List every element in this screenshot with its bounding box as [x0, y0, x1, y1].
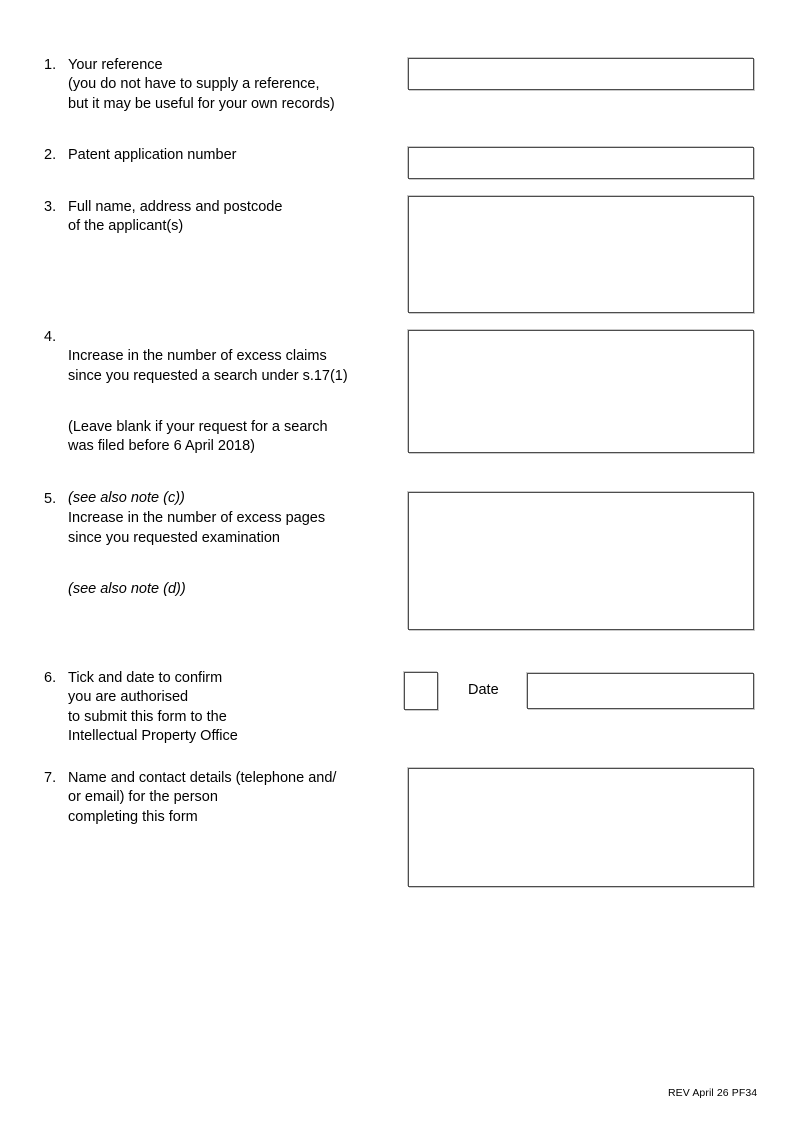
form-item-7-label	[44, 769, 394, 827]
item-text	[68, 56, 335, 114]
date-label: Date	[468, 682, 499, 698]
item-note: (see also note (d))	[68, 581, 186, 598]
excess-pages-increase-input[interactable]	[408, 492, 754, 630]
item-text	[68, 198, 282, 237]
item-paragraph: Your reference (you do not have to supply a reference, but it may be useful for your own records)	[68, 57, 335, 112]
item-paragraph: Increase in the number of excess claims since you requested a search under s.17(1)	[68, 348, 348, 384]
item-paragraph: (Leave blank if your request for a search was filed before 6 April 2018)	[68, 419, 328, 455]
item-number: 7.	[44, 770, 57, 786]
item-text	[68, 669, 238, 746]
item-number: 4.	[44, 329, 57, 345]
item-number: 6.	[44, 670, 57, 686]
form-item-6-label	[44, 669, 394, 746]
item-number: 3.	[44, 199, 57, 215]
contact-details-input[interactable]	[408, 768, 754, 887]
excess-claims-increase-input[interactable]	[408, 330, 754, 453]
item-text	[68, 490, 325, 619]
date-input[interactable]	[527, 673, 754, 709]
form-item-3-label	[44, 198, 384, 237]
form-item-1-label	[44, 56, 384, 114]
footer-revision-text: REV April 26 PF34	[668, 1087, 758, 1099]
item-text	[68, 769, 336, 827]
item-paragraph: Full name, address and postcode of the applicant(s)	[68, 199, 283, 235]
item-number: 2.	[44, 147, 57, 163]
item-paragraph: Tick and date to confirm you are authorised to submit this form to the Intellectual Property Office	[68, 670, 238, 744]
item-number: 1.	[44, 57, 57, 73]
item-paragraph: Increase in the number of excess pages since you requested examination	[68, 510, 326, 546]
your-reference-input[interactable]	[408, 58, 754, 90]
item-paragraph: Name and contact details (telephone and/ or email) for the person completing this form	[68, 770, 337, 825]
applicant-name-address-postcode-input[interactable]	[408, 196, 754, 313]
patent-application-number-input[interactable]	[408, 147, 754, 179]
authorisation-tick-checkbox[interactable]	[404, 672, 438, 710]
item-paragraph: Patent application number	[68, 147, 237, 163]
item-note: (see also note (c))	[68, 490, 185, 507]
item-text	[68, 146, 236, 165]
form-item-5-label	[44, 490, 394, 619]
item-number: 5.	[44, 491, 57, 507]
form-item-2-label	[44, 146, 384, 165]
